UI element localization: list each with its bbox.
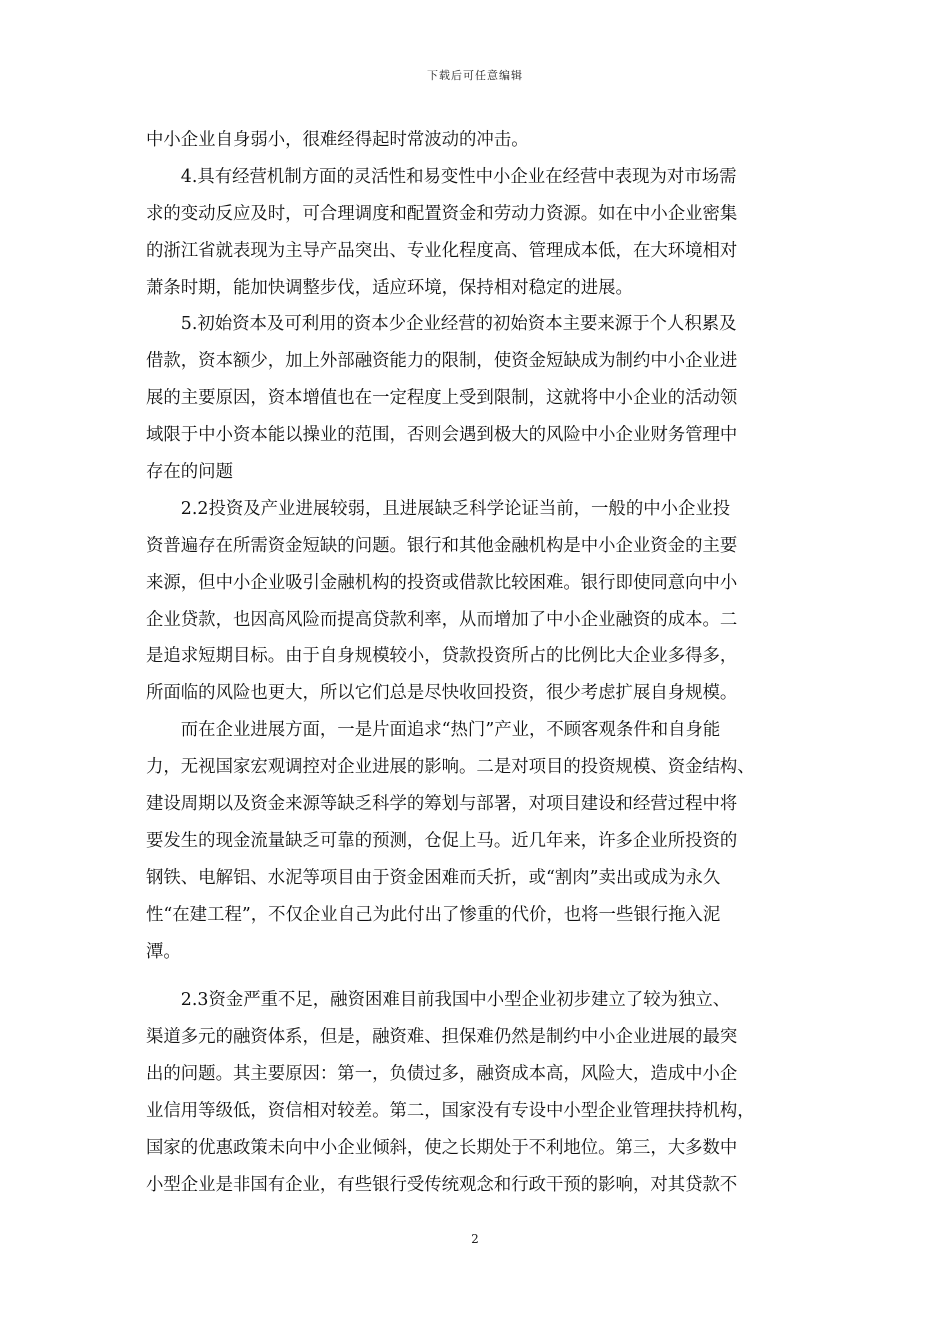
text-line: 萧条时期，能加快调整步伐，适应环境，保持相对稳定的进展。: [146, 277, 633, 298]
text-line: 要发生的现金流量缺乏可靠的预测，仓促上马。近几年来，许多企业所投资的: [146, 830, 738, 851]
text-line: 而在企业进展方面，一是片面追求“热门”产业，不顾客观条件和自身能: [146, 720, 721, 741]
text-line: 国家的优惠政策未向中小企业倾斜，使之长期处于不利地位。第三，大多数中: [146, 1138, 738, 1159]
text-line: 2.3资金严重不足，融资困难目前我国中小型企业初步建立了较为独立、: [146, 990, 731, 1011]
text-line: 建设周期以及资金来源等缺乏科学的筹划与部署，对项目建设和经营过程中将: [146, 794, 738, 815]
text-line: 业信用等级低，资信相对较差。第二，国家没有专设中小型企业管理扶持机构，: [146, 1101, 755, 1122]
text-line: 力，无视国家宏观调控对企业进展的影响。二是对项目的投资规模、资金结构、: [146, 757, 755, 778]
text-line: 钢铁、电解铝、水泥等项目由于资金困难而夭折，或“割肉”卖出或成为永久: [146, 867, 721, 888]
text-line: 5.初始资本及可利用的资本少企业经营的初始资本主要来源于个人积累及: [146, 314, 737, 335]
text-line: 是追求短期目标。由于自身规模较小，贷款投资所占的比例比大企业多得多，: [146, 646, 738, 667]
text-line: 求的变动反应及时，可合理调度和配置资金和劳动力资源。如在中小企业密集: [146, 203, 738, 224]
paragraph-gap: [146, 970, 806, 982]
text-line: 中小企业自身弱小，很难经得起时常波动的冲击。: [146, 130, 529, 150]
text-line: 性“在建工程”，不仅企业自己为此付出了惨重的代价，也将一些银行拖入泥: [146, 904, 721, 925]
text-line: 渠道多元的融资体系，但是，融资难、担保难仍然是制约中小企业进展的最突: [146, 1027, 738, 1048]
text-line: 4.具有经营机制方面的灵活性和易变性中小企业在经营中表现为对市场需: [146, 166, 737, 187]
text-line: 所面临的风险也更大，所以它们总是尽快收回投资，很少考虑扩展自身规模。: [146, 683, 738, 704]
text-line: 借款，资本额少，加上外部融资能力的限制，使资金短缺成为制约中小企业进: [146, 351, 738, 372]
text-line: 出的问题。其主要原因：第一，负债过多，融资成本高，风险大，造成中小企: [146, 1064, 738, 1085]
page-header: 下载后可任意编辑: [427, 69, 523, 82]
text-line: 资普遍存在所需资金短缺的问题。银行和其他金融机构是中小企业资金的主要: [146, 535, 738, 556]
document-body: [146, 122, 806, 1204]
text-line: 2.2投资及产业进展较弱，且进展缺乏科学论证当前，一般的中小企业投: [146, 498, 731, 519]
text-line: 企业贷款，也因高风险而提高贷款利率，从而增加了中小企业融资的成本。二: [146, 609, 738, 630]
text-line: 小型企业是非国有企业，有些银行受传统观念和行政干预的影响，对其贷款不: [146, 1174, 738, 1195]
text-line: 来源，但中小企业吸引金融机构的投资或借款比较困难。银行即使同意向中小: [146, 572, 738, 593]
text-line: 展的主要原因，资本增值也在一定程度上受到限制，这就将中小企业的活动领: [146, 388, 738, 409]
page-number: 2: [471, 1232, 479, 1246]
text-line: 潭。: [146, 941, 181, 962]
text-line: 的浙江省就表现为主导产品突出、专业化程度高、管理成本低，在大环境相对: [146, 240, 738, 261]
text-line: 域限于中小资本能以操业的范围，否则会遇到极大的风险中小企业财务管理中: [146, 425, 738, 446]
text-line: 存在的问题: [146, 462, 233, 483]
